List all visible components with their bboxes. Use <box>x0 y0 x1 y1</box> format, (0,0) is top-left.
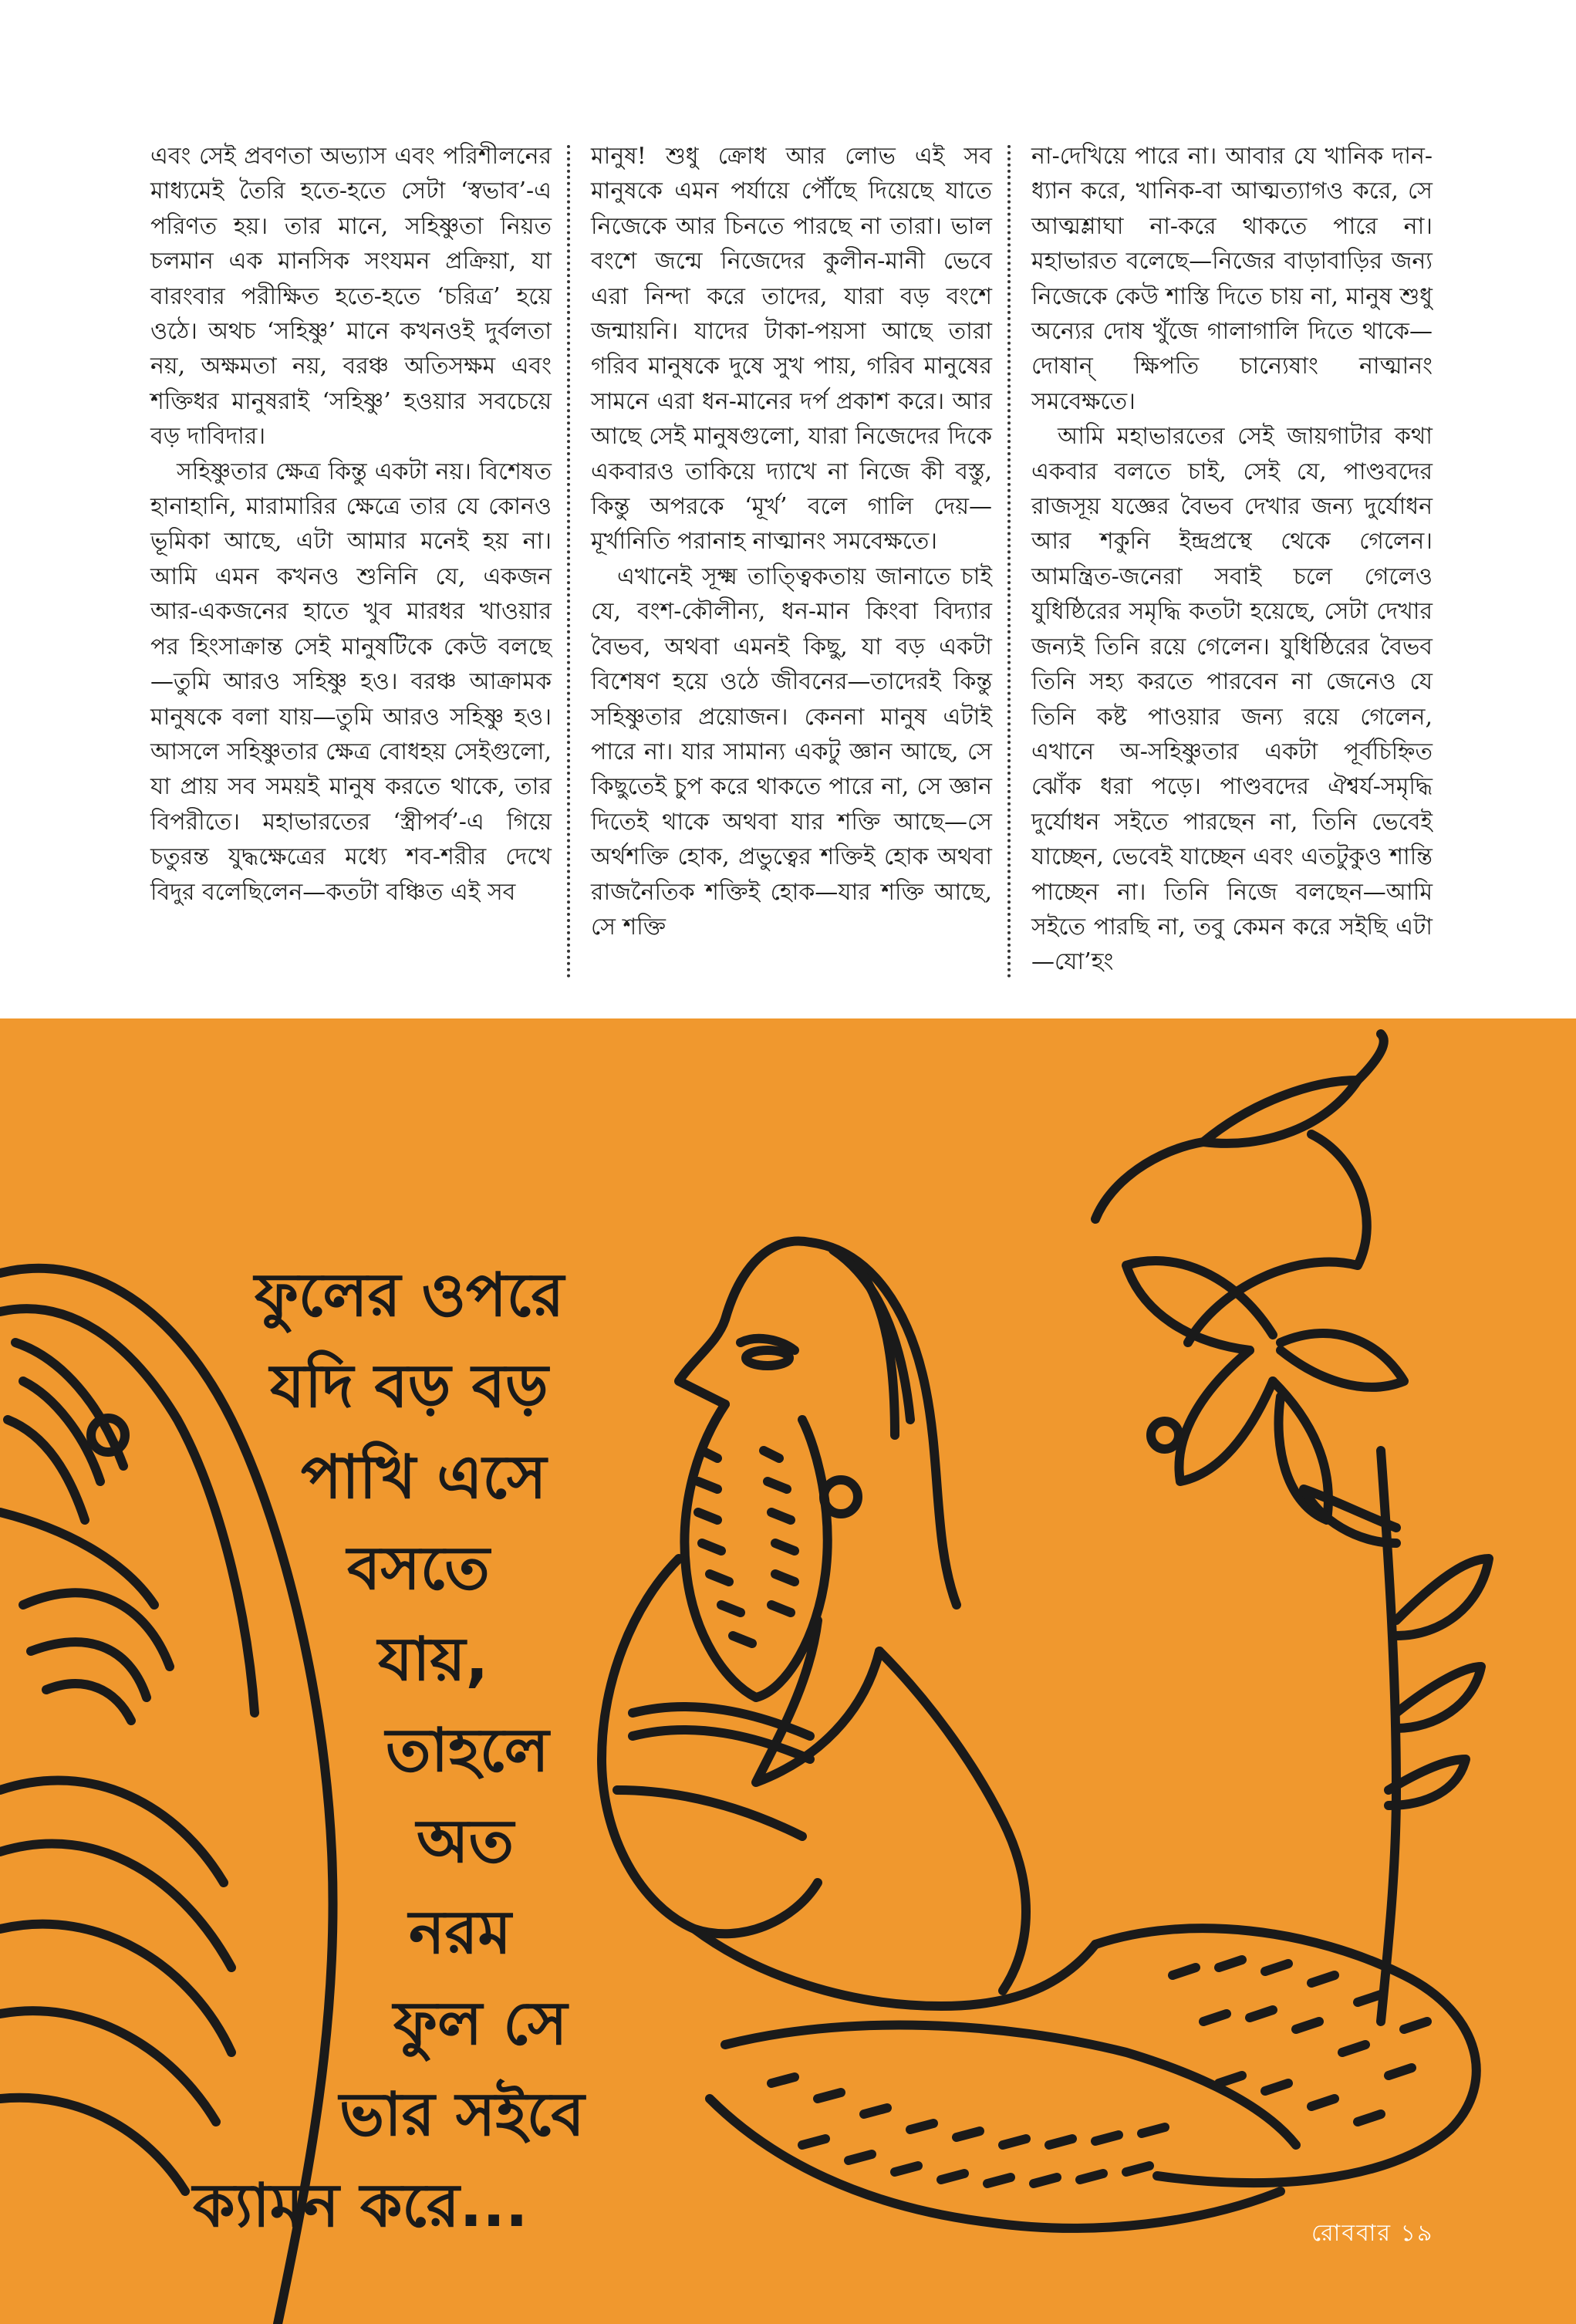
sage-bird-flower-drawing <box>0 1018 1576 2324</box>
caption-line: ফুলের ওপরে <box>255 1261 565 1330</box>
caption-line: ভার সইবে <box>339 2080 585 2150</box>
column-divider <box>1007 145 1011 978</box>
paragraph: এবং সেই প্রবণতা অভ্যাস এবং পরিশীলনের মাধ্যমেই তৈরি হতে-হতে সেটা ‘স্বভাব’-এ পরিণত হয়। তার মানে, সহিষ্ণুতা নিয়ত চলমান এক মানসিক সংযমন প্রক্রিয়া, যা বারংবার পরীক্ষিত হতে-হতে ‘চরিত্র’ হয়ে ওঠে। অথচ ‘সহিষ্ণু’ মানে কখনওই দুর্বলতা নয়, অক্ষমতা নয়, বরঞ্চ অতিসক্ষম এবং শক্তিধর মানুষরাই ‘সহিষ্ণু’ হওয়ার সবচেয়ে বড় দাবিদার। <box>150 143 552 451</box>
caption-line: নরম <box>409 1898 511 1968</box>
caption-line: বসতে <box>347 1534 490 1603</box>
illustration-panel <box>0 1018 1576 2324</box>
flower-and-bird <box>1095 1034 1489 2022</box>
paragraph: মানুষ! শুধু ক্রোধ আর লোভ এই সব মানুষকে এমন পর্যায়ে পৌঁছে দিয়েছে যাতে নিজেকে আর চিনতে পারছে না তারা। ভাল বংশে জন্মে নিজেদের কুলীন-মানী ভেবে এরা নিন্দা করে তাদের, যারা বড় বংশে জন্মায়নি। যাদের টাকা-পয়সা আছে তারা গরিব মানুষকে দুষে সুখ পায়, গরিব মানুষের সামনে এরা ধন-মানের দর্প প্রকাশ করে। আর আছে সেই মানুষগুলো, যারা নিজেদের দিকে একবারও তাকিয়ে দ্যাখে না নিজে কী বস্তু, কিন্তু অপরকে ‘মূর্খ’ বলে গালি দেয়—মূর্খানিতি পরানাহ নাত্মানং সমবেক্ষতে। <box>591 143 992 556</box>
caption-line: ফুল সে <box>393 1989 568 2059</box>
handwritten-caption <box>193 1250 733 2251</box>
paragraph: সহিষ্ণুতার ক্ষেত্র কিন্তু একটা নয়। বিশেষত হানাহানি, মারামারির ক্ষেত্রে তার যে কোনও ভূমিকা আছে, এটা আমার মনেই হয় না। আমি এমন কখনও শুনিনি যে, একজন আর-একজনের হাতে খুব মারধর খাওয়ার পর হিংসাক্রান্ত সেই মানুষটিকে কেউ বলছে—তুমি আরও সহিষ্ণু হও। বরঞ্চ আক্রামক মানুষকে বলা যায়—তুমি আরও সহিষ্ণু হও। আসলে সহিষ্ণুতার ক্ষেত্র বোধহয় সেইগুলো, যা প্রায় সব সময়ই মানুষ করতে থাকে, তার বিপরীতে। মহাভারতের ‘স্ত্রীপর্ব’-এ গিয়ে চতুরন্ত যুদ্ধক্ষেত্রের মধ্যে শব-শরীর দেখে বিদুর বলেছিলেন—কতটা বঞ্চিত এই সব <box>150 458 552 906</box>
paragraph: না-দেখিয়ে পারে না। আবার যে খানিক দান-ধ্যান করে, খানিক-বা আত্মত্যাগও করে, সে আত্মশ্লাঘা না-করে থাকতে পারে না। মহাভারত বলেছে—নিজের বাড়াবাড়ির জন্য নিজেকে কেউ শাস্তি দিতে চায় না, মানুষ শুধু অন্যের দোষ খুঁজে গালাগালি দিতে থাকে—দোষান্ ক্ষিপতি চান্যেষাং নাত্মানং সমবেক্ষতে। <box>1031 143 1433 415</box>
text-column-2 <box>591 139 992 944</box>
caption-line: পাখি এসে <box>301 1443 547 1512</box>
text-column-3 <box>1031 139 1433 980</box>
page-folio: রোববার ১৯ <box>1311 2220 1434 2247</box>
caption-line: যায়, <box>378 1625 489 1694</box>
caption-line: অত <box>417 1807 515 1876</box>
text-column-1 <box>150 139 552 910</box>
sage-figure <box>602 1241 1476 2228</box>
caption-line: তাহলে <box>386 1716 549 1785</box>
paragraph: এখানেই সূক্ষ্ম তাত্ত্বিকতায় জানাতে চাই যে, বংশ-কৌলীন্য, ধন-মান কিংবা বিদ্যার বৈভব, অথবা এমনই কিছু, যা বড় একটা বিশেষণ হয়ে ওঠে জীবনের—তাদেরই কিন্তু সহিষ্ণুতার প্রয়োজন। কেননা মানুষ এটাই পারে না। যার সামান্য একটু জ্ঞান আছে, সে কিছুতেই চুপ করে থাকতে পারে না, সে জ্ঞান দিতেই থাকে অথবা যার শক্তি আছে—সে অর্থশক্তি হোক, প্রভুত্বের শক্তিই হোক অথবা রাজনৈতিক শক্তিই হোক—যার শক্তি আছে, সে শক্তি <box>591 562 992 941</box>
article-text <box>150 139 1433 980</box>
caption-line: ক্যামন করে... <box>193 2171 528 2241</box>
column-divider <box>567 145 570 978</box>
paragraph: আমি মহাভারতের সেই জায়গাটার কথা একবার বলতে চাই, সেই যে, পাণ্ডবদের রাজসূয় যজ্ঞের বৈভব দেখার জন্য দুর্যোধন আর শকুনি ইন্দ্রপ্রস্থে থেকে গেলেন। আমন্ত্রিত-জনেরা সবাই চলে গেলেও যুধিষ্ঠিরের সমৃদ্ধি কতটা হয়েছে, সেটা দেখার জন্যই তিনি রয়ে গেলেন। যুধিষ্ঠিরের বৈভব তিনি সহ্য করতে পারবেন না জেনেও যে তিনি কষ্ট পাওয়ার জন্য রয়ে গেলেন, এখানে অ-সহিষ্ণুতার একটা পূর্বচিহ্নিত ঝোঁক ধরা পড়ে। পাণ্ডবদের ঐশ্বর্য-সমৃদ্ধি দুর্যোধন সইতে পারছেন না, তিনি ভেবেই যাচ্ছেন, ভেবেই যাচ্ছেন এবং এতটুকুও শান্তি পাচ্ছেন না। তিনি নিজে বলছেন—আমি সইতে পারছি না, তবু কেমন করে সইছি এটা—যো’হং <box>1031 423 1433 976</box>
caption-line: যদি বড় বড় <box>270 1352 548 1421</box>
